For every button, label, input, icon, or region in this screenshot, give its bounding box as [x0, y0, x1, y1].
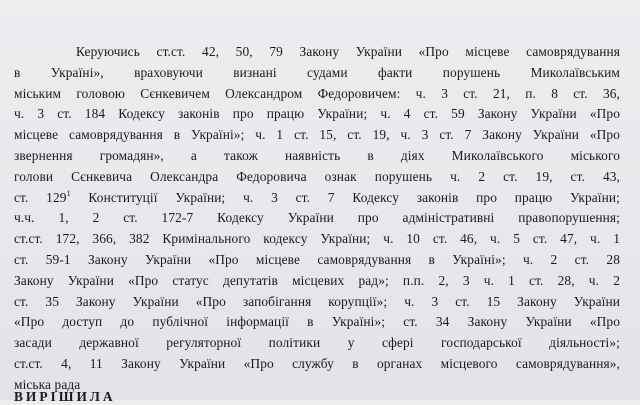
text-line-with-superscript [14, 188, 620, 209]
text-line: ст.ст. 4, 11 Закону України «Про службу в органах місцевого самоврядування», [14, 355, 620, 371]
text-line: міським головою Сєнкевичем Олександром Федоровичем: ч. 3 ст. 21, п. 8 ст. 36, [14, 85, 620, 101]
text-fragment: Конституції України; ч. 3 ст. 7 Кодексу законів про працю України; [70, 189, 620, 205]
text-line: «Про доступ до публічної інформації в Україні»; ст. 34 Закону України «Про [14, 314, 620, 330]
superscript: 1 [66, 188, 71, 198]
decision-heading: ВИРІШИЛА [14, 389, 116, 404]
text-line: голови Сєнкевича Олександра Федоровича ознак порушень ч. 2 ст. 19, ст. 43, [14, 168, 620, 184]
text-line: в Україні», враховуючи визнані судами факти порушень Миколаївським [14, 64, 620, 80]
text-line-last: міська рада [14, 376, 81, 392]
text-fragment: ст. 129 [14, 189, 67, 205]
text-line: ст. 59-1 Закону України «Про місцеве самоврядування в Україні»; ч. 2 ст. 28 [14, 251, 620, 267]
text-line: Закону України «Про статус депутатів місцевих рад»; п.п. 2, 3 ч. 1 ст. 28, ч. 2 [14, 272, 620, 288]
text-line: засади державної регуляторної політики у сфері господарської діяльності»; [14, 335, 620, 351]
text-line: ст.ст. 172, 366, 382 Кримінального кодексу України; ч. 10 ст. 46, ч. 5 ст. 47, ч. 1 [14, 231, 620, 247]
text-line: ч. 3 ст. 184 Кодексу законів про працю України; ч. 4 ст. 59 Закону України «Про [14, 106, 620, 122]
text-line: Керуючись ст.ст. 42, 50, 79 Закону України «Про місцеве самоврядування [76, 44, 620, 59]
text-line: ч.ч. 1, 2 ст. 172-7 Кодексу України про адміністративні правопорушення; [14, 210, 620, 226]
resolution-paragraph [14, 42, 620, 396]
text-line: місцеве самоврядування в Україні»; ч. 1 ст. 15, ст. 19, ч. 3 ст. 7 Закону України «Про [14, 127, 620, 143]
text-line: ст. 35 Закону України «Про запобігання корупції»; ч. 3 ст. 15 Закону України [14, 293, 620, 309]
text-line: звернення громадян», а також наявність в діях Миколаївського міського [14, 147, 620, 163]
